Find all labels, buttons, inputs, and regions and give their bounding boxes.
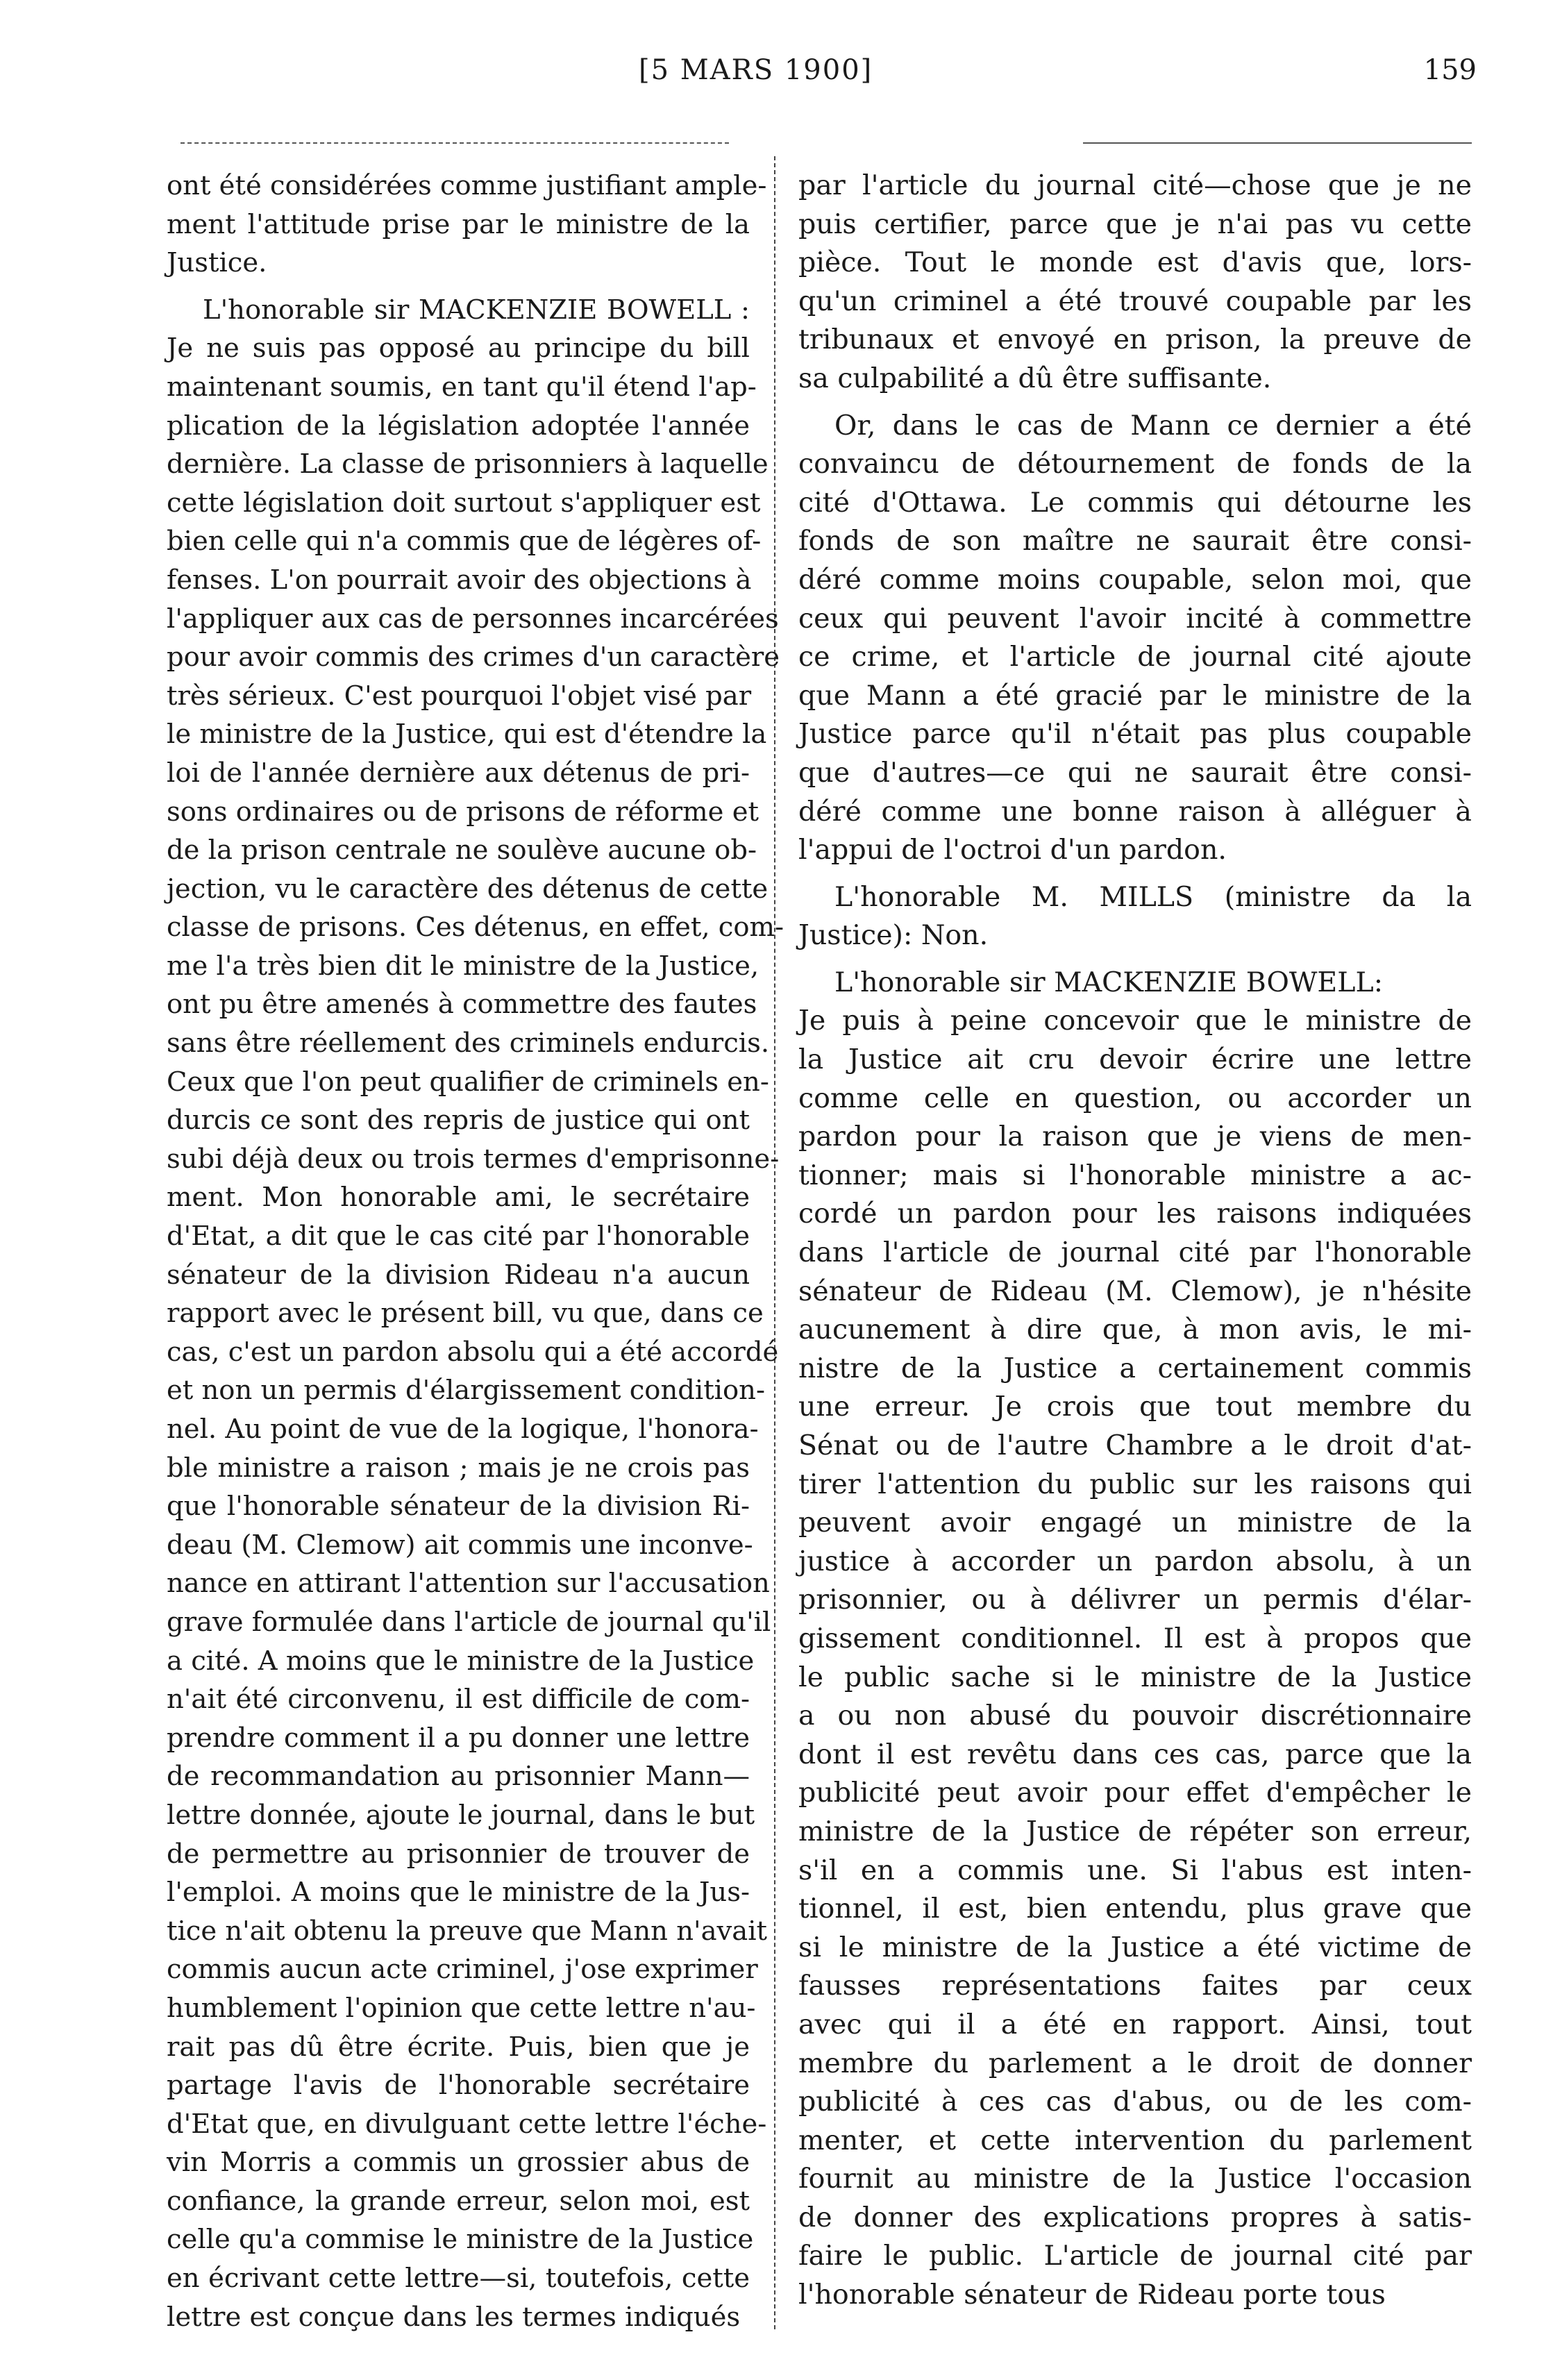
text-line: sa culpabilité a dû être suffisante.	[798, 362, 1272, 394]
text-line: fournit au ministre de la Justice l'occasion	[798, 2163, 1472, 2195]
text-line: que d'autres—ce qui ne saurait être consi-	[798, 756, 1472, 789]
text-line: cette législation doit surtout s'appliquer est	[167, 487, 761, 519]
text-line: si le ministre de la Justice a été victime de	[798, 1931, 1472, 1963]
right-column	[798, 167, 1472, 2315]
text-line: puis certifier, parce que je n'ai pas vu cette	[798, 208, 1472, 240]
text-line: avec qui il a été en rapport. Ainsi, tout	[798, 2008, 1472, 2040]
text-line: subi déjà deux ou trois termes d'emprisonne-	[167, 1143, 780, 1175]
text-line: maintenant soumis, en tant qu'il étend l'ap-	[167, 371, 757, 403]
text-line: nistre de la Justice a certainement commis	[798, 1352, 1472, 1384]
text-line: par l'article du journal cité—chose que je ne	[798, 169, 1472, 201]
text-line: deau (M. Clemow) ait commis une inconve-	[167, 1529, 753, 1561]
text-line: ceux qui peuvent l'avoir incité à commettre	[798, 602, 1472, 635]
text-line: sénateur de la division Rideau n'a aucun	[167, 1259, 750, 1291]
text-line: fonds de son maître ne saurait être consi-	[798, 525, 1472, 558]
text-line: pardon pour la raison que je viens de men-	[798, 1121, 1472, 1153]
text-line: l'emploi. A moins que le ministre de la Jus-	[167, 1877, 750, 1909]
text-line: que l'honorable sénateur de la division Ri-	[167, 1491, 750, 1523]
text-line: peuvent avoir engagé un ministre de la	[798, 1507, 1472, 1539]
header-rule-left	[181, 142, 729, 144]
text-line: vin Morris a commis un grossier abus de	[167, 2147, 750, 2179]
text-line: l'appliquer aux cas de personnes incarcérées	[167, 603, 779, 635]
text-line: Ceux que l'on peut qualifier de criminels en-	[167, 1066, 769, 1098]
text-line: classe de prisons. Ces détenus, en effet, com-	[167, 912, 784, 944]
text-line: comme celle en question, ou accorder un	[798, 1082, 1472, 1114]
text-line: confiance, la grande erreur, selon moi, est	[167, 2185, 750, 2217]
text-line: me l'a très bien dit le ministre de la Justice,	[167, 950, 759, 982]
text-line: ment. Mon honorable ami, le secrétaire	[167, 1182, 750, 1214]
text-line: cité d'Ottawa. Le commis qui détourne les	[798, 486, 1472, 519]
text-line: d'Etat que, en divulguant cette lettre l'éche-	[167, 2108, 767, 2140]
text-line: ble ministre a raison ; mais je ne crois pas	[167, 1452, 750, 1484]
text-line: Je ne suis pas opposé au principe du bill	[167, 333, 750, 364]
text-line: humblement l'opinion que cette lettre n'au-	[167, 1992, 756, 2024]
text-line: Or, dans le cas de Mann ce dernier a été	[834, 409, 1472, 442]
text-line: la Justice ait cru devoir écrire une lettre	[798, 1044, 1472, 1076]
text-line: de recommandation au prisonnier Mann—	[167, 1761, 750, 1793]
text-line: faire le public. L'article de journal cité par	[798, 2240, 1472, 2272]
text-line: jection, vu le caractère des détenus de cette	[167, 873, 769, 905]
text-line: grave formulée dans l'article de journal qu'il	[167, 1606, 771, 1638]
text-line: tionner; mais si l'honorable ministre a ac-	[798, 1159, 1472, 1191]
text-line: a ou non abusé du pouvoir discrétionnaire	[798, 1700, 1472, 1732]
text-line: nance en attirant l'attention sur l'accusation	[167, 1568, 770, 1600]
text-line: cordé un pardon pour les raisons indiquées	[798, 1198, 1472, 1230]
text-line: très sérieux. C'est pourquoi l'objet visé par	[167, 680, 752, 712]
text-line: lettre est conçue dans les termes indiqués	[167, 2301, 741, 2333]
text-line: partage l'avis de l'honorable secrétaire	[167, 2070, 750, 2102]
text-line: ministre de la Justice de répéter son erreur,	[798, 1815, 1472, 1847]
text-line: menter, et cette intervention du parlement	[798, 2124, 1472, 2156]
left-column	[167, 167, 784, 2336]
page-number: 159	[1423, 54, 1477, 86]
text-line: déré comme une bonne raison à alléguer à	[798, 795, 1472, 828]
text-line: justice à accorder un pardon absolu, à un	[798, 1545, 1472, 1577]
text-line: prisonnier, ou à délivrer un permis d'élar-	[798, 1584, 1472, 1616]
text-line: celle qu'a commise le ministre de la Justice	[167, 2224, 754, 2256]
text-line: L'honorable sir MACKENZIE BOWELL:	[834, 966, 1384, 998]
text-line: une erreur. Je crois que tout membre du	[798, 1391, 1472, 1423]
text-line: rait pas dû être écrite. Puis, bien que je	[167, 2031, 750, 2063]
text-line: de la prison centrale ne soulève aucune ob-	[167, 835, 757, 866]
text-line: gissement conditionnel. Il est à propos que	[798, 1622, 1472, 1654]
header-date: [5 MARS 1900]	[639, 54, 873, 86]
text-line: commis aucun acte criminel, j'ose exprimer	[167, 1954, 758, 1986]
text-line: Sénat ou de l'autre Chambre a le droit d'at-	[798, 1430, 1472, 1461]
text-line: prendre comment il a pu donner une lettre	[167, 1722, 750, 1754]
column-divider	[774, 156, 775, 2329]
text-line: le ministre de la Justice, qui est d'étendre la	[167, 719, 767, 751]
text-line: rapport avec le présent bill, vu que, dans ce	[167, 1298, 764, 1330]
text-line: l'honorable sénateur de Rideau porte tous	[798, 2279, 1386, 2311]
text-line: sons ordinaires ou de prisons de réforme et	[167, 796, 759, 828]
text-line: membre du parlement a le droit de donner	[798, 2047, 1472, 2079]
text-line: dernière. La classe de prisonniers à laquelle	[167, 449, 769, 480]
text-line: plication de la législation adoptée l'année	[167, 410, 750, 442]
text-line: ont été considérées comme justifiant ample-	[167, 170, 767, 201]
text-line: ment l'attitude prise par le ministre de la	[167, 208, 750, 240]
text-line: fausses représentations faites par ceux	[798, 1970, 1472, 2002]
text-line: bien celle qui n'a commis que de légères of-	[167, 526, 762, 558]
text-line: ont pu être amenés à commettre des fautes	[167, 989, 757, 1021]
text-line: L'honorable M. MILLS (ministre da la	[834, 880, 1472, 913]
text-line: pièce. Tout le monde est d'avis que, lors-	[798, 246, 1472, 279]
text-line: d'Etat, a dit que le cas cité par l'honorable	[167, 1221, 750, 1252]
header-rule-right	[1083, 142, 1472, 144]
text-line: sans être réellement des criminels endurcis.	[167, 1028, 770, 1059]
text-line: cas, c'est un pardon absolu qui a été accordé	[167, 1336, 779, 1368]
text-line: l'appui de l'octroi d'un pardon.	[798, 834, 1227, 866]
text-line: durcis ce sont des repris de justice qui ont	[167, 1105, 750, 1137]
text-line: tirer l'attention du public sur les raisons qui	[798, 1468, 1472, 1500]
text-line: publicité à ces cas d'abus, ou de les com-	[798, 2086, 1472, 2118]
text-line: n'ait été circonvenu, il est difficile de com-	[167, 1684, 750, 1716]
text-line: de donner des explications propres à satis-	[798, 2201, 1472, 2234]
text-line: dont il est revêtu dans ces cas, parce que la	[798, 1738, 1472, 1770]
text-line: tionnel, il est, bien entendu, plus grave que	[798, 1893, 1472, 1925]
text-line: qu'un criminel a été trouvé coupable par les	[798, 285, 1472, 317]
text-line: en écrivant cette lettre—si, toutefois, cette	[167, 2263, 750, 2295]
text-line: nel. Au point de vue de la logique, l'honora-	[167, 1414, 759, 1445]
text-line: déré comme moins coupable, selon moi, que	[798, 563, 1472, 596]
text-line: aucunement à dire que, à mon avis, le mi-	[798, 1314, 1472, 1346]
text-line: dans l'article de journal cité par l'honorable	[798, 1237, 1472, 1269]
text-line: le public sache si le ministre de la Justice	[798, 1661, 1472, 1693]
text-line: loi de l'année dernière aux détenus de pri-	[167, 757, 750, 789]
text-line: lettre donnée, ajoute le journal, dans le but	[167, 1799, 755, 1831]
text-line: s'il en a commis une. Si l'abus est inten-	[798, 1854, 1472, 1886]
text-line: de permettre au prisonnier de trouver de	[167, 1838, 750, 1870]
text-line: pour avoir commis des crimes d'un caractère	[167, 642, 780, 673]
text-line: L'honorable sir MACKENZIE BOWELL :	[203, 294, 750, 326]
text-line: ce crime, et l'article de journal cité ajoute	[798, 641, 1472, 673]
text-line: Justice.	[167, 247, 267, 279]
text-line: tribunaux et envoyé en prison, la preuve de	[798, 324, 1472, 356]
text-line: sénateur de Rideau (M. Clemow), je n'hésite	[798, 1275, 1472, 1307]
text-line: fenses. L'on pourrait avoir des objections à	[167, 564, 752, 596]
page-header	[0, 54, 1553, 103]
text-line: Je puis à peine concevoir que le ministre de	[798, 1005, 1472, 1037]
text-line: a cité. A moins que le ministre de la Justice	[167, 1645, 755, 1677]
text-line: publicité peut avoir pour effet d'empêcher le	[798, 1777, 1472, 1809]
text-line: convaincu de détournement de fonds de la	[798, 448, 1472, 480]
text-line: tice n'ait obtenu la preuve que Mann n'avait	[167, 1915, 768, 1947]
text-line: et non un permis d'élargissement condition-	[167, 1375, 765, 1407]
text-line: Justice): Non.	[798, 919, 989, 952]
text-line: Justice parce qu'il n'était pas plus coupable	[798, 718, 1472, 751]
text-line: que Mann a été gracié par le ministre de la	[798, 679, 1472, 712]
